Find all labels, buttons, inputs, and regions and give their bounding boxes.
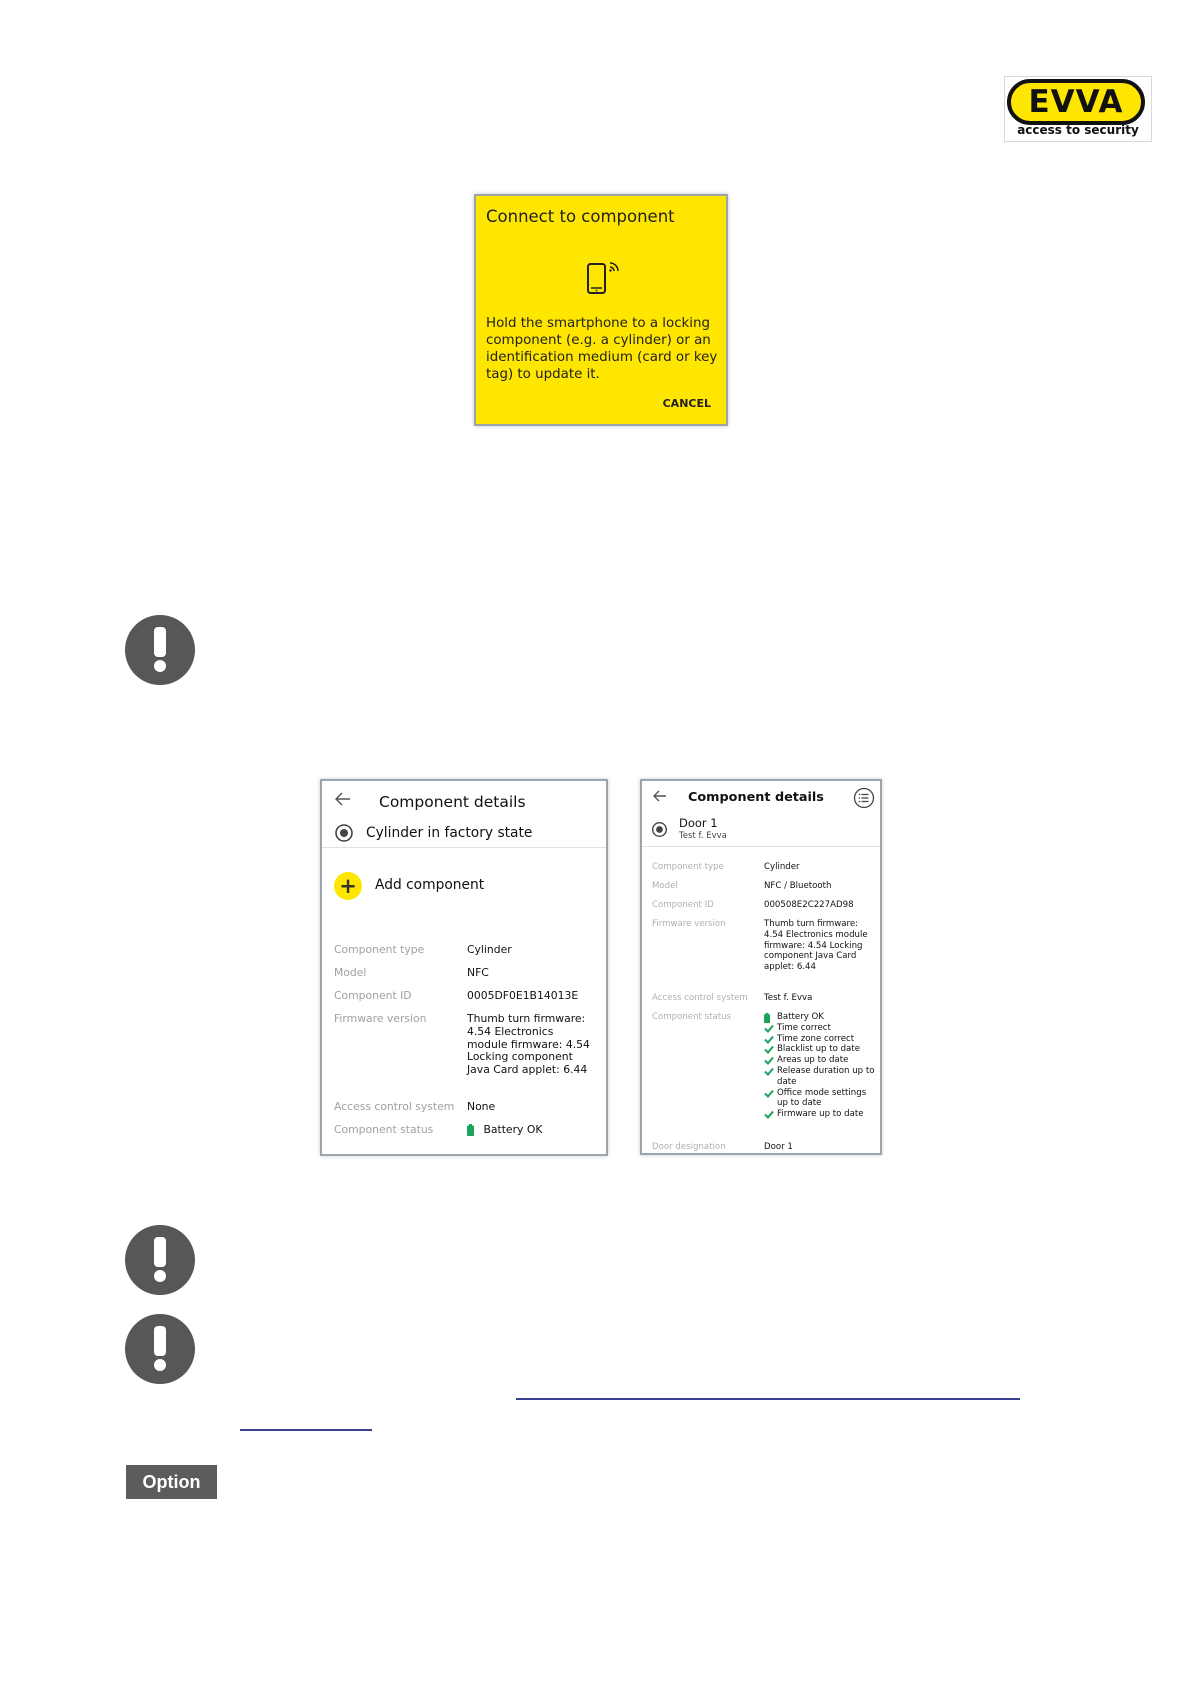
battery-status: Battery OK	[483, 1123, 543, 1136]
detail-value: NFC	[467, 966, 489, 979]
check-icon	[764, 1024, 774, 1033]
menu-list-icon[interactable]	[853, 787, 875, 809]
screen-title: Component details	[688, 790, 824, 805]
plus-icon[interactable]: +	[334, 872, 362, 900]
check-icon	[764, 1067, 774, 1076]
status-item	[764, 1066, 876, 1088]
check-icon	[764, 1035, 774, 1044]
detail-value: Thumb turn firmware: 4.54 Electronics module firmware: 4.54 Locking component Java Card applet: 6.44	[467, 1012, 590, 1077]
door-name: Door 1	[679, 816, 718, 830]
status-text: Firmware up to date	[777, 1109, 864, 1120]
component-state: Cylinder in factory state	[366, 825, 533, 841]
cancel-button[interactable]: CANCEL	[662, 397, 711, 410]
detail-value: Door 1	[764, 1142, 793, 1152]
detail-label: Door designation	[652, 1142, 726, 1152]
detail-value: None	[467, 1100, 496, 1113]
detail-value: Thumb turn firmware: 4.54 Electronics module firmware: 4.54 Locking component Java Card applet: 6.44	[764, 919, 868, 973]
status-item	[764, 1023, 876, 1034]
detail-value: 0005DF0E1B14013E	[467, 989, 579, 1002]
logo-badge	[1007, 79, 1145, 125]
divider	[322, 847, 606, 848]
back-arrow-icon[interactable]	[653, 790, 667, 802]
detail-value	[467, 1124, 597, 1137]
smartphone-nfc-icon	[586, 258, 622, 296]
option-badge: Option	[126, 1465, 217, 1499]
screen-title: Component details	[379, 793, 526, 811]
component-details-factory-screen	[320, 779, 608, 1156]
radio-icon	[334, 823, 354, 843]
detail-value: Cylinder	[764, 862, 800, 872]
detail-label: Component ID	[652, 900, 714, 910]
detail-label: Component status	[334, 1123, 434, 1136]
evva-logo	[1004, 76, 1152, 142]
detail-label: Model	[652, 881, 678, 891]
status-item	[764, 1034, 876, 1045]
status-text: Release duration up to date	[777, 1065, 875, 1087]
status-text: Blacklist up to date	[777, 1044, 860, 1055]
door-system: Test f. Evva	[679, 831, 727, 841]
dialog-title: Connect to component	[486, 207, 675, 226]
dialog-body: Hold the smartphone to a locking component (e.g. a cylinder) or an identification medium (card or key tag) to update it.	[486, 316, 718, 382]
detail-value: 000508E2C227AD98	[764, 900, 854, 910]
connect-dialog	[474, 194, 728, 426]
status-item	[764, 1109, 876, 1120]
detail-label: Component type	[652, 862, 724, 872]
hyperlink-underline[interactable]	[516, 1398, 1020, 1400]
battery-icon	[467, 1124, 474, 1136]
logo-brand: EVVA	[1028, 83, 1124, 120]
status-text: Areas up to date	[777, 1055, 849, 1066]
detail-label: Component ID	[334, 989, 412, 1002]
warning-icon	[125, 1314, 195, 1384]
detail-label: Access control system	[334, 1100, 455, 1113]
detail-value: Test f. Evva	[764, 993, 813, 1003]
status-item	[764, 1088, 876, 1110]
status-text: Office mode settings up to date	[777, 1087, 867, 1109]
detail-value: Cylinder	[467, 943, 512, 956]
detail-label: Component type	[334, 943, 425, 956]
status-list	[764, 1012, 876, 1120]
status-item	[764, 1055, 876, 1066]
status-item	[764, 1012, 876, 1023]
check-icon	[764, 1089, 774, 1098]
detail-label: Component status	[652, 1012, 732, 1022]
status-text: Battery OK	[777, 1012, 824, 1022]
divider	[642, 846, 880, 847]
add-component-button[interactable]: Add component	[375, 877, 485, 893]
back-arrow-icon[interactable]	[335, 792, 351, 806]
detail-label: Model	[334, 966, 367, 979]
status-item	[764, 1044, 876, 1055]
detail-label: Firmware version	[334, 1012, 427, 1025]
detail-label: Firmware version	[652, 919, 726, 929]
component-details-door-screen	[640, 779, 882, 1155]
detail-label: Access control system	[652, 993, 748, 1003]
detail-value: NFC / Bluetooth	[764, 881, 832, 891]
status-text: Time correct	[777, 1022, 831, 1033]
logo-tagline: access to security	[1017, 123, 1139, 137]
check-icon	[764, 1045, 774, 1054]
warning-icon	[125, 1225, 195, 1295]
warning-icon	[125, 615, 195, 685]
check-icon	[764, 1110, 774, 1119]
battery-icon	[764, 1013, 770, 1023]
hyperlink-underline[interactable]	[240, 1429, 372, 1431]
radio-icon	[651, 821, 668, 838]
check-icon	[764, 1056, 774, 1065]
status-text: Time zone correct	[777, 1033, 855, 1044]
